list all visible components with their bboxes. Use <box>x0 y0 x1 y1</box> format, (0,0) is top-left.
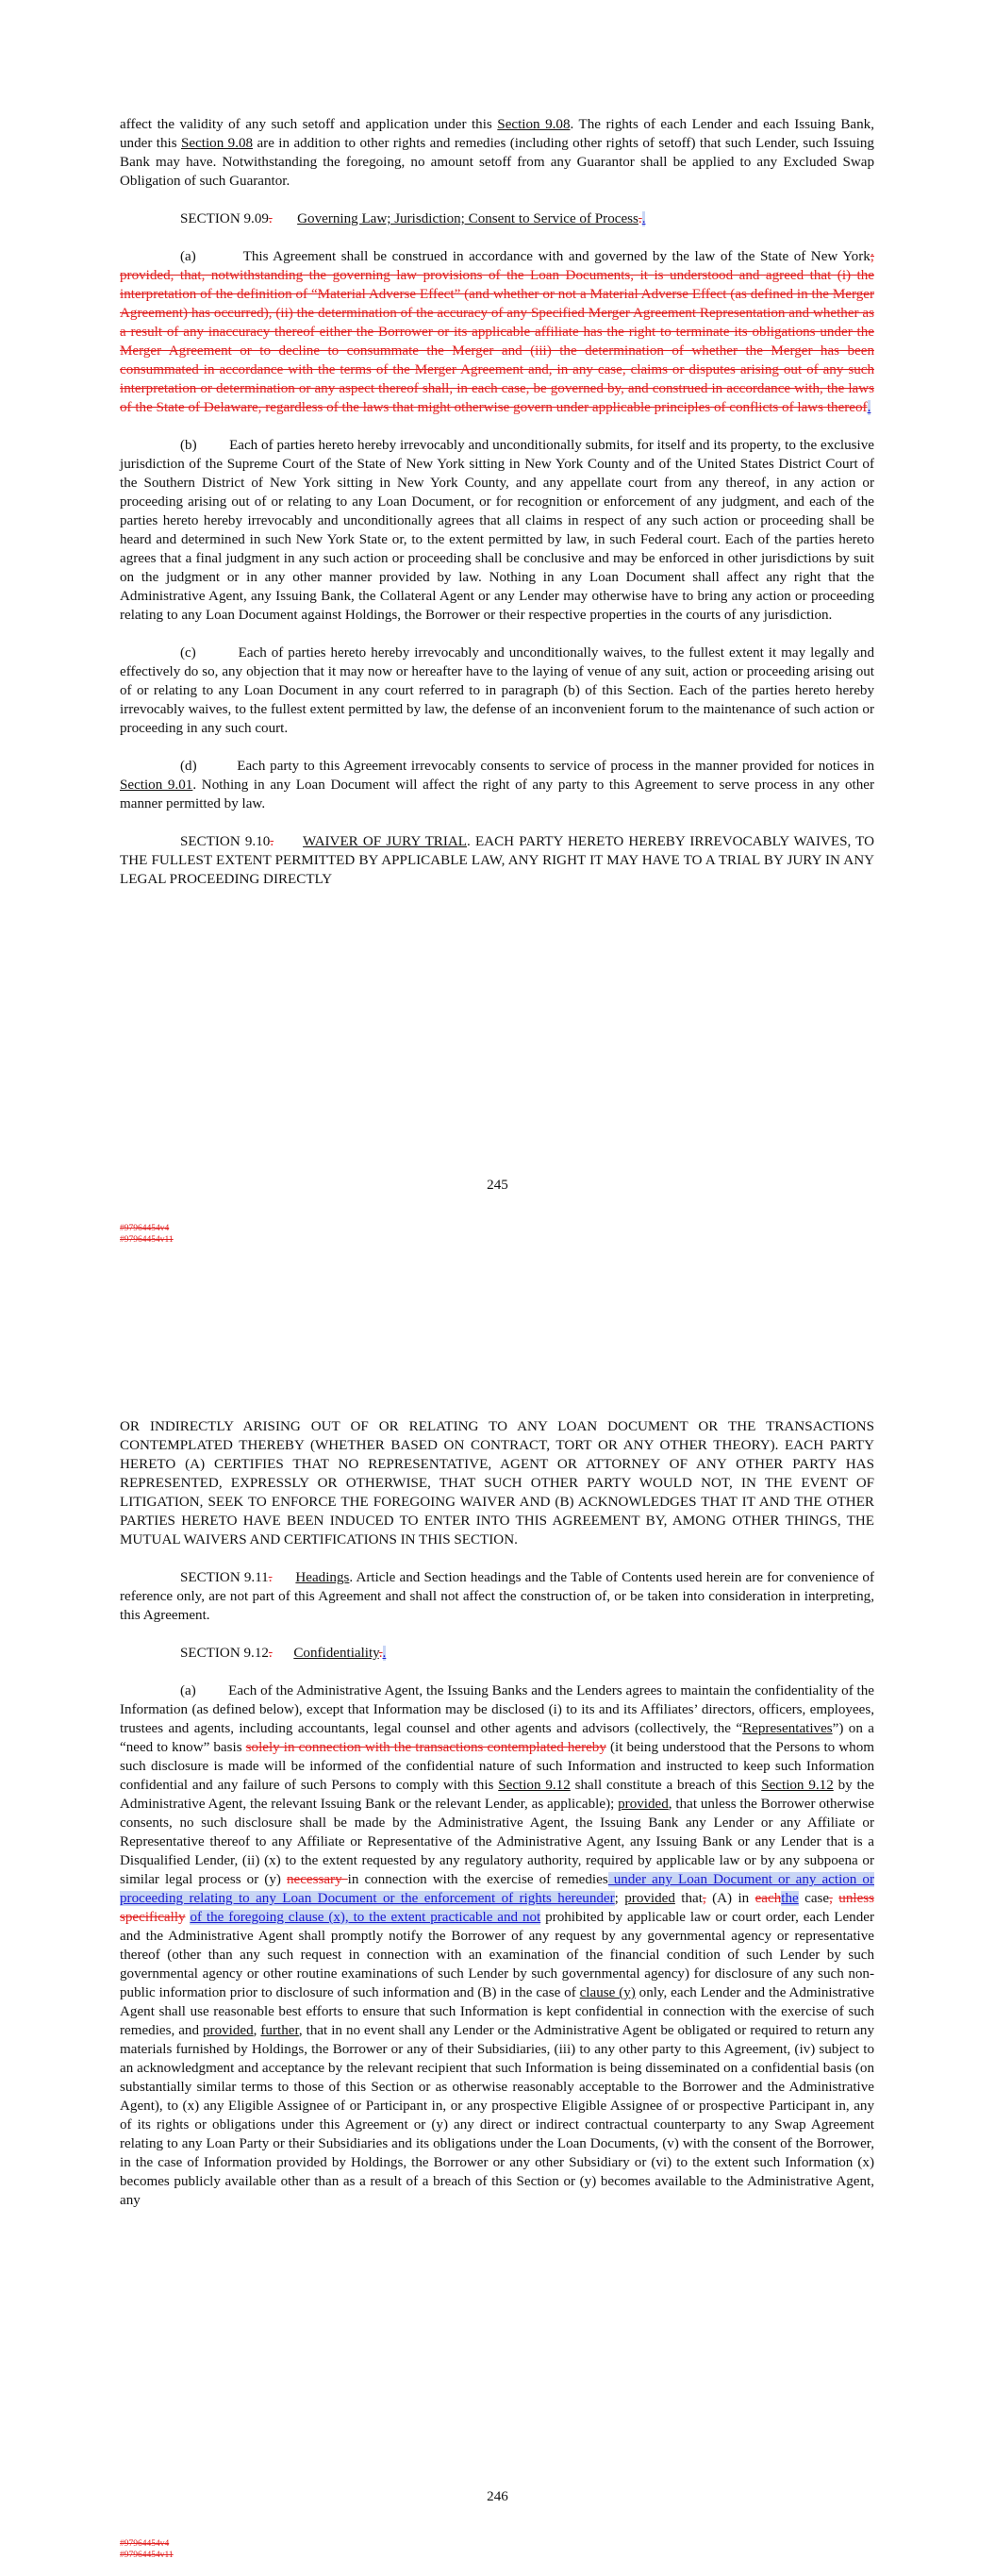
deleted-text: . <box>268 1570 273 1585</box>
proviso: further <box>260 2023 299 2038</box>
inserted-text: the <box>781 1891 799 1906</box>
clause-ref: clause (y) <box>579 1985 636 2000</box>
footer-doc-id: #97964454v11 <box>120 2551 174 2560</box>
section-9-11: SECTION 9.11. Headings. Article and Section headings and the Table of Contents used herein are for convenience of reference only, are not part of this Agreement and shall not affect the construction of, or be taken into consideration in interpreting, this Agreement. <box>120 1570 875 1623</box>
inserted-text: of the foregoing clause (x), to the extent practicable and not <box>190 1910 541 1925</box>
section-ref: Section 9.12 <box>498 1778 571 1793</box>
page-245-body <box>120 115 874 908</box>
deleted-text: . <box>268 1646 273 1661</box>
deleted-text: solely in connection with the transactions contemplated hereby <box>245 1740 606 1755</box>
deleted-text: each <box>755 1891 782 1906</box>
proviso: provided <box>624 1891 675 1906</box>
footer-doc-id: #97964454v4 <box>120 2539 170 2549</box>
section-ref: Section 9.01 <box>120 778 193 793</box>
document-page-245 <box>0 0 995 1255</box>
inserted-text: . <box>867 400 871 415</box>
footer-doc-id: #97964454v4 <box>120 1224 170 1233</box>
inserted-text: . <box>382 1646 387 1661</box>
proviso: provided <box>203 2023 254 2038</box>
footer-doc-id: #97964454v11 <box>120 1235 174 1245</box>
section-9-12-heading: SECTION 9.12. Confidentiality.. <box>180 1646 387 1661</box>
document-page-246 <box>0 1397 995 2576</box>
deleted-text: . <box>638 211 642 226</box>
inserted-text: under any Loan Document or any action or proceeding relating to any Loan Document or the enforcement of rights hereunder <box>120 1872 874 1906</box>
section-9-09-d: (d) Each party to this Agreement irrevocably consents to service of process in the manner provided for notices in Section 9.01. Nothing in any Loan Document will affect the right of any party to this Agreement to serve process in any other manner permitted by law. <box>120 759 874 811</box>
deleted-text: ; provided, that, notwithstanding the governing law provisions of the Loan Documents, it is understood and agreed that (i) the interpretation of the definition of “Material Adverse Effect” (and whether or not a Material Adverse Effect (as defined in the Merger Agreement) has occurred), (ii) the determination of the accuracy of any Specified Merger Agreement Representation and whether as a result of any inaccuracy thereof either the Borrower or its applicable affiliate has the right to terminate its obligations under the Merger Agreement or to decline to consummate the Merger and (iii) the determination of whether the Merger has been consummated in accordance with the terms of the Merger Agreement and, in any case, claims or disputes arising out of any such interpretation or determination or any aspect thereof shall, in each case, be governed by, and construed in accordance with, the laws of the State of Delaware, regardless of the laws that might otherwise govern under applicable principles of conflicts of laws thereof <box>120 249 874 415</box>
inserted-text: . <box>641 211 646 226</box>
section-title: WAIVER OF JURY TRIAL <box>303 834 468 849</box>
page-246-body <box>120 1417 874 2229</box>
deleted-text: . <box>268 211 273 226</box>
section-title: Confidentiality <box>293 1646 379 1661</box>
deleted-text: necessary <box>286 1872 348 1887</box>
page-number: 246 <box>487 2489 508 2504</box>
deleted-text: , <box>702 1891 706 1906</box>
section-9-08-continuation: affect the validity of any such setoff and application under this Section 9.08. The rights of each Lender and each Issuing Bank, under this Section 9.08 are in addition to other rights and remedies (including other rights of setoff) that such Lender, such Issuing Bank may have. Notwithstanding the foregoing, no amount setoff from any Guarantor shall be applied to any Excluded Swap Obligation of such Guarantor. <box>120 117 874 189</box>
section-9-09-c: (c) Each of parties hereto hereby irrevocably and unconditionally waives, to the fullest extent it may legally and effectively do so, any objection that it may now or hereafter have to the laying of venue of any suit, action or proceeding arising out of or relating to any Loan Document in any court referred to in paragraph (b) of this Section. Each of the parties hereto hereby irrevocably waives, to the fullest extent permitted by law, the defense of an inconvenient forum to the maintenance of such action or proceeding in any such court. <box>120 645 874 736</box>
section-title: Headings <box>295 1570 350 1585</box>
section-ref: Section 9.08 <box>180 136 254 151</box>
page-number: 245 <box>487 1178 508 1193</box>
section-ref: Section 9.12 <box>761 1778 834 1793</box>
section-9-10-continuation: OR INDIRECTLY ARISING OUT OF OR RELATING TO ANY LOAN DOCUMENT OR THE TRANSACTIONS CONTEMPLATED THEREBY (WHETHER BASED ON CONTRACT, TORT OR ANY OTHER THEORY). EACH PARTY HERETO (A) CERTIFIES THAT NO REPRESENTATIVE, AGENT OR ATTORNEY OF ANY OTHER PARTY HAS REPRESENTED, EXPRESSLY OR OTHERWISE, THAT SUCH OTHER PARTY WOULD NOT, IN THE EVENT OF LITIGATION, SEEK TO ENFORCE THE FOREGOING WAIVER AND (B) ACKNOWLEDGES THAT IT AND THE OTHER PARTIES HERETO HAVE BEEN INDUCED TO ENTER INTO THIS AGREEMENT BY, AMONG OTHER THINGS, THE MUTUAL WAIVERS AND CERTIFICATIONS IN THIS SECTION. <box>120 1419 874 1547</box>
deleted-text: unless specifically <box>120 1891 875 1925</box>
section-9-12-a: (a) Each of the Administrative Agent, the Issuing Banks and the Lenders agrees to maintain the confidentiality of the Information (as defined below), except that Information may be disclosed (i) to its and its Affiliates’ directors, officers, employees, trustees and agents, including accountants, legal counsel and other agents and advisors (collectively, the “Representatives”) on a “need to know” basis solely in connection with the transactions contemplated hereby (it being understood that the Persons to whom such disclosure is made will be informed of the confidential nature of such Information and instructed to keep such Information confidential and any failure of such Persons to comply with this Section 9.12 shall constitute a breach of this Section 9.12 by the Administrative Agent, the relevant Issuing Bank or the relevant Lender, as applicable); provided, that unless the Borrower otherwise consents, no such disclosure shall be made by the Administrative Agent, the Issuing Bank any Lender or any Affiliate or Representative thereof to any Affiliate or Representative of the Administrative Agent, any Issuing Bank or any Lender that is a Disqualified Lender, (ii) (x) to the extent requested by any regulatory authority, required by applicable law or by any subpoena or similar legal process or (y) necessary in connection with the exercise of remedies under any Loan Document or any action or proceeding relating to any Loan Document or the enforcement of rights hereunder; provided that, (A) in eachthe case, unless specifically of the foregoing clause (x), to the extent practicable and not prohibited by applicable law or court order, each Lender and the Administrative Agent shall promptly notify the Borrower of any request by any governmental agency or representative thereof (other than any such request in connection with an examination of the financial condition of such Lender by such governmental agency or other routine examinations of such Lender by such governmental agency) for disclosure of any such non-public information prior to disclosure of such information and (B) in the case of clause (y) only, each Lender and the Administrative Agent shall use reasonable best efforts to ensure that such Information is kept confidential in connection with the exercise of such remedies, and provided, further, that in no event shall any Lender or the Administrative Agent be obligated or required to return any materials furnished by Holdings, the Borrower or any of their Subsidiaries, (iii) to any other party to this Agreement, (iv) subject to an acknowledgment and acceptance by the relevant recipient that such Information is being disseminated on a confidential basis (on substantially similar terms to those of this Section or as otherwise reasonably acceptable to the Borrower and the Administrative Agent), to (x) any Eligible Assignee of or Participant in, or any prospective Eligible Assignee of or prospective Participant in, any of its rights or obligations under this Agreement or (y) any direct or indirect contractual counterparty to any Swap Agreement relating to any Loan Party or their Subsidiaries and its obligations under the Loan Documents, (v) with the consent of the Borrower, in the case of Information provided by Holdings, the Borrower or any other Subsidiary or (vi) to the extent such Information (x) becomes publicly available other than as a result of a breach of this Section or (y) becomes available to the Administrative Agent, any <box>120 1683 875 2208</box>
section-9-09-a: (a) This Agreement shall be construed in accordance with and governed by the law of the State of New York; provided, that, notwithstanding the governing law provisions of the Loan Documents, it is understood and agreed that (i) the interpretation of the definition of “Material Adverse Effect” (and whether or not a Material Adverse Effect (as defined in the Merger Agreement) has occurred), (ii) the determination of the accuracy of any Specified Merger Agreement Representation and whether as a result of any inaccuracy thereof either the Borrower or its applicable affiliate has the right to terminate its obligations under the Merger Agreement or to decline to consummate the Merger and (iii) the determination of whether the Merger has been consummated in accordance with the terms of the Merger Agreement and, in any case, claims or disputes arising out of any such interpretation or determination or any aspect thereof shall, in each case, be governed by, and construed in accordance with, the laws of the State of Delaware, regardless of the laws that might otherwise govern under applicable principles of conflicts of laws thereof. <box>120 249 874 415</box>
deleted-text: , <box>829 1891 833 1906</box>
deleted-text: . <box>270 834 274 849</box>
section-title: Governing Law; Jurisdiction; Consent to Service of Process <box>297 211 638 226</box>
section-9-09-b: (b) Each of parties hereto hereby irrevocably and unconditionally submits, for itself and its property, to the exclusive jurisdiction of the Supreme Court of the State of New York sitting in New York County and of the United States District Court of the Southern District of New York sitting in New York County, and any appellate court from any thereof, in any action or proceeding arising out of or relating to any Loan Document, or for recognition or enforcement of any judgment, and each of the parties hereto hereby irrevocably and unconditionally agrees that all claims in respect of any such action or proceeding shall be heard and determined in such New York State or, to the extent permitted by law, in such Federal court. Each of the parties hereto agrees that a final judgment in any such action or proceeding shall be conclusive and may be enforced in other jurisdictions by suit on the judgment or in any other manner provided by law. Nothing in any Loan Document shall affect any right that the Administrative Agent, any Issuing Bank, the Collateral Agent or any Lender may otherwise have to bring any action or proceeding relating to any Loan Document against Holdings, the Borrower or their respective properties in the courts of any jurisdiction. <box>120 438 874 623</box>
deleted-text: . <box>378 1646 383 1661</box>
section-9-10: SECTION 9.10. WAIVER OF JURY TRIAL. EACH PARTY HERETO HEREBY IRREVOCABLY WAIVES, TO THE FULLEST EXTENT PERMITTED BY APPLICABLE LAW, ANY RIGHT IT MAY HAVE TO A TRIAL BY JURY IN ANY LEGAL PROCEEDING DIRECTLY <box>120 834 875 887</box>
section-9-09-heading: SECTION 9.09. Governing Law; Jurisdiction; Consent to Service of Process.. <box>180 211 646 226</box>
defined-term: Representatives <box>742 1721 833 1736</box>
section-ref: Section 9.08 <box>497 117 571 132</box>
proviso: provided <box>618 1797 669 1812</box>
